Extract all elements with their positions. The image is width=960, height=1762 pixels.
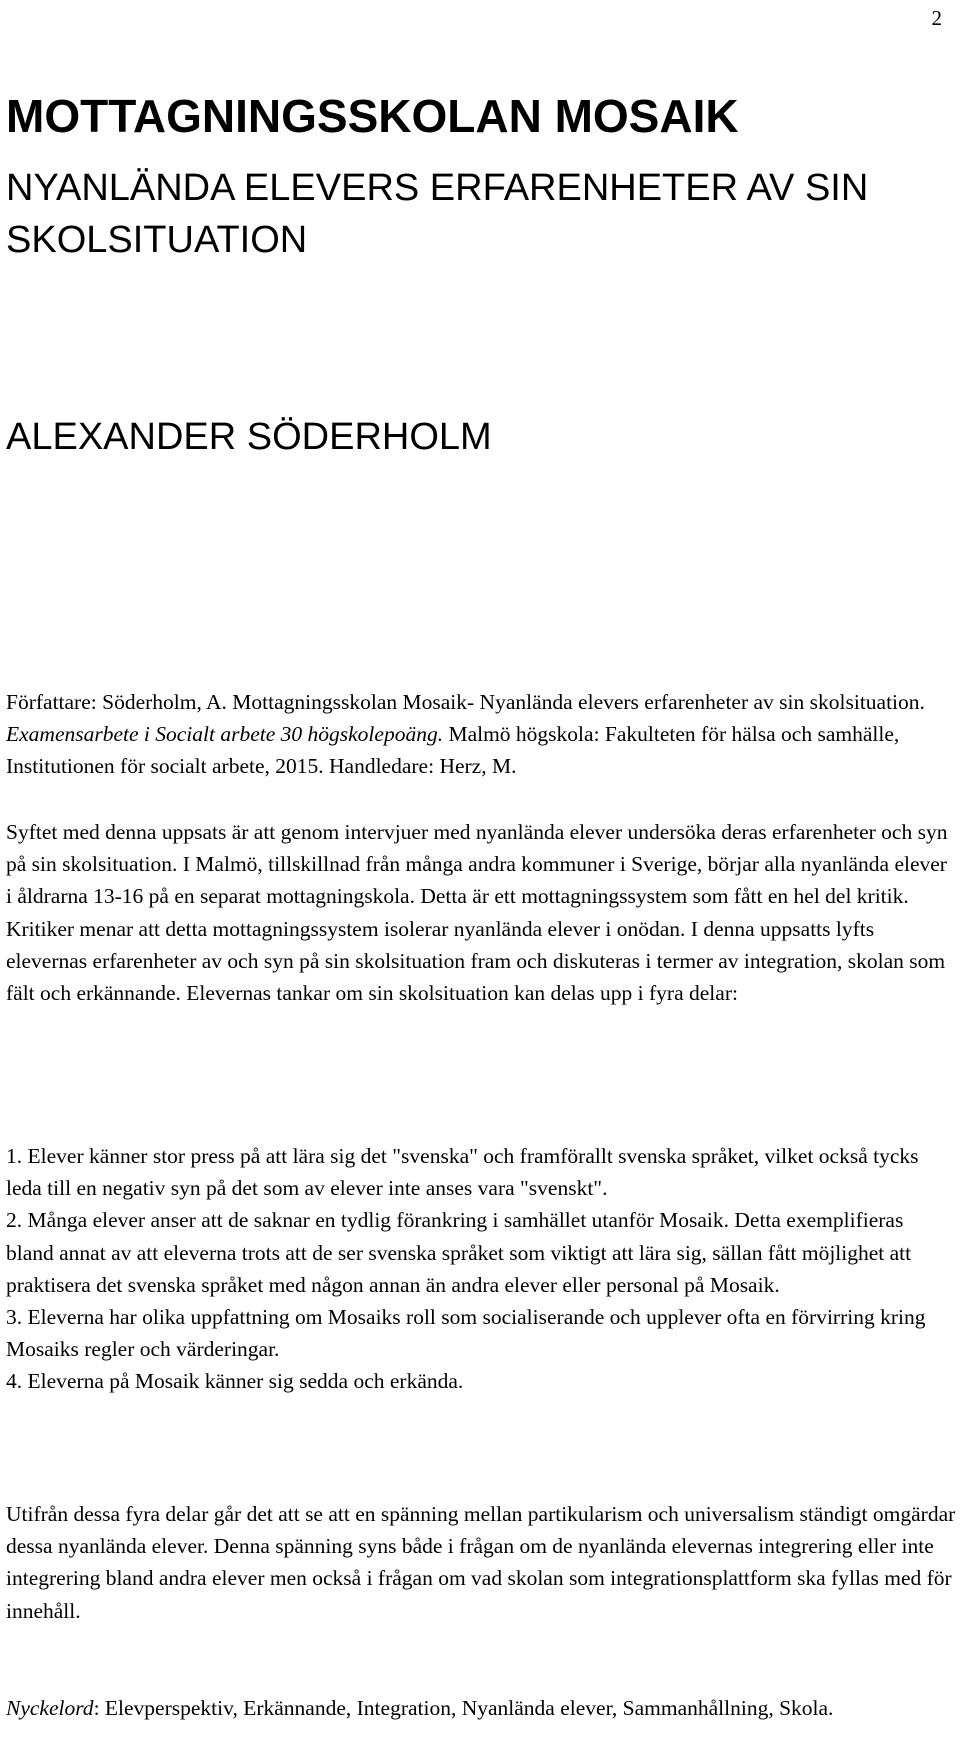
finding-item: 1. Elever känner stor press på att lära sig det "svenska" och framförallt svenska språket, vilket också tycks leda till en negativ syn på det som av elever inte anses vara "svenskt". — [6, 1144, 919, 1201]
citation-paragraph — [6, 686, 956, 783]
keywords-label: Nyckelord — [6, 1696, 94, 1720]
citation-institution: Malmö högskola: Fakulteten för hälsa och samhälle, Institutionen för socialt arbete, 2015. Handledare: Herz, M. — [6, 722, 900, 779]
citation-text: Författare: Söderholm, A. Mottagningsskolan Mosaik- Nyanlända elevers erfarenheter av sin skolsituation. — [6, 690, 925, 714]
abstract-paragraph: Syftet med denna uppsats är att genom intervjuer med nyanlända elever undersöka deras erfarenheter och syn på sin skolsituation. I Malmö, tillskillnad från många andra kommuner i Sverige, börjar alla nyanlända elever i åldrarna 13-16 på en separat mottagningskola. Detta är ett mottagningssystem som fått en hel del kritik. Kritiker menar att detta mottagningssystem isolerar nyanlända elever i onödan. I denna uppsatts lyfts elevernas erfarenheter av och syn på sin skolsituation fram och diskuteras i termer av integration, skolan som fält och erkännande. Elevernas tankar om sin skolsituation kan delas upp i fyra delar: — [6, 820, 948, 1006]
finding-item: 3. Eleverna har olika uppfattning om Mosaiks roll som socialiserande och upplever ofta en förvirring kring Mosaiks regler och värderingar. — [6, 1305, 926, 1362]
author-name: ALEXANDER SÖDERHOLM — [6, 416, 492, 458]
conclusion-paragraph: Utifrån dessa fyra delar går det att se att en spänning mellan partikularism och universalism ständigt omgärdar dessa nyanlända elever. Denna spänning syns både i frågan om de nyanlända elevernas integrering eller inte integrering bland andra elever men också i frågan om vad skolan som integrationsplattform ska fyllas med för innehåll. — [6, 1502, 956, 1623]
citation-degree: Examensarbete i Socialt arbete 30 högskolepoäng. — [6, 722, 444, 747]
document-title: MOTTAGNINGSSKOLAN MOSAIK — [6, 90, 739, 142]
document-subtitle: NYANLÄNDA ELEVERS ERFARENHETER AV SIN SKOLSITUATION — [6, 167, 869, 261]
keywords-paragraph — [6, 1692, 956, 1724]
keywords-text: : Elevperspektiv, Erkännande, Integration, Nyanlända elever, Sammanhållning, Skola. — [93, 1696, 834, 1720]
page-number: 2 — [931, 6, 942, 30]
findings-list — [6, 1140, 956, 1398]
finding-item: 4. Eleverna på Mosaik känner sig sedda och erkända. — [6, 1369, 464, 1394]
finding-item: 2. Många elever anser att de saknar en tydlig förankring i samhället utanför Mosaik. Detta exemplifieras bland annat av att eleverna trots att de ser svenska språket som viktigt att lära sig, sällan fått möjlighet att praktisera det svenska språket med någon annan än andra elever eller personal på Mosaik. — [6, 1208, 912, 1297]
